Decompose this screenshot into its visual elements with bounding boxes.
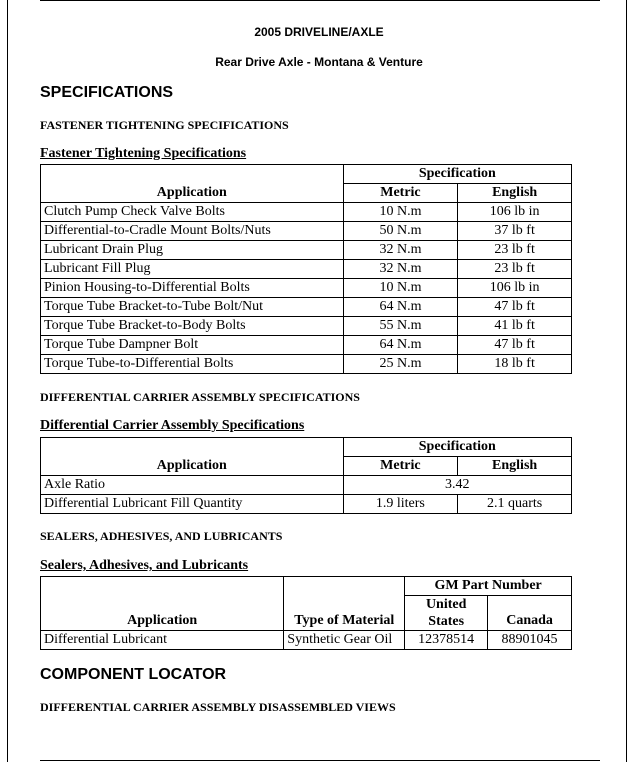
column-header-metric: Metric <box>343 457 458 476</box>
document-subtitle: Rear Drive Axle - Montana & Venture <box>215 55 423 69</box>
table-row <box>41 355 572 374</box>
cell-metric: 32 N.m <box>343 241 458 260</box>
differential-table-caption: Differential Carrier Assembly Specifications <box>40 418 305 433</box>
table-row <box>41 298 572 317</box>
cell-metric: 32 N.m <box>343 260 458 279</box>
table-row <box>41 317 572 336</box>
cell-metric: 64 N.m <box>343 298 458 317</box>
cell-application: Lubricant Drain Plug <box>41 241 344 260</box>
column-header-gm-part-number: GM Part Number <box>405 577 572 596</box>
united-states-line-1: United <box>425 597 467 612</box>
column-header-application: Application <box>41 577 284 631</box>
page-border-left <box>7 0 8 762</box>
cell-english: 23 lb ft <box>458 241 572 260</box>
column-header-english: English <box>458 184 572 203</box>
fastener-section-heading: FASTENER TIGHTENING SPECIFICATIONS <box>40 118 289 132</box>
cell-axle-ratio-value: 3.42 <box>343 476 571 495</box>
cell-metric: 10 N.m <box>343 203 458 222</box>
column-header-application: Application <box>41 165 344 203</box>
table-row <box>41 260 572 279</box>
top-rule <box>40 0 600 1</box>
table-header-row <box>41 577 572 596</box>
table-row <box>41 241 572 260</box>
table-row <box>41 476 572 495</box>
cell-metric: 50 N.m <box>343 222 458 241</box>
bottom-rule <box>40 760 600 761</box>
cell-metric: 25 N.m <box>343 355 458 374</box>
table-header-row <box>41 165 572 184</box>
specifications-heading: SPECIFICATIONS <box>40 84 174 101</box>
cell-application: Differential Lubricant Fill Quantity <box>41 495 344 514</box>
table-row <box>41 631 572 650</box>
cell-metric: 1.9 liters <box>343 495 458 514</box>
sealers-table-caption: Sealers, Adhesives, and Lubricants <box>40 558 249 573</box>
cell-english: 2.1 quarts <box>458 495 572 514</box>
column-header-united-states <box>405 596 488 631</box>
cell-english: 106 lb in <box>458 279 572 298</box>
column-header-type-of-material: Type of Material <box>284 577 405 631</box>
cell-english: 37 lb ft <box>458 222 572 241</box>
table-header-row <box>41 438 572 457</box>
table-row <box>41 495 572 514</box>
component-locator-heading: COMPONENT LOCATOR <box>40 666 227 683</box>
cell-application: Torque Tube-to-Differential Bolts <box>41 355 344 374</box>
disassembled-views-heading: DIFFERENTIAL CARRIER ASSEMBLY DISASSEMBLED VIEWS <box>40 700 396 714</box>
cell-english: 18 lb ft <box>458 355 572 374</box>
column-header-application: Application <box>41 438 344 476</box>
document-title: 2005 DRIVELINE/AXLE <box>254 25 384 39</box>
table-row <box>41 222 572 241</box>
cell-application: Differential-to-Cradle Mount Bolts/Nuts <box>41 222 344 241</box>
cell-application: Clutch Pump Check Valve Bolts <box>41 203 344 222</box>
differential-table <box>40 437 572 514</box>
table-row <box>41 203 572 222</box>
cell-united-states: 12378514 <box>405 631 488 650</box>
cell-metric: 64 N.m <box>343 336 458 355</box>
cell-english: 41 lb ft <box>458 317 572 336</box>
cell-application: Torque Tube Dampner Bolt <box>41 336 344 355</box>
united-states-line-2: States <box>428 614 465 629</box>
cell-application: Torque Tube Bracket-to-Tube Bolt/Nut <box>41 298 344 317</box>
cell-english: 47 lb ft <box>458 298 572 317</box>
cell-english: 106 lb in <box>458 203 572 222</box>
column-header-specification: Specification <box>343 165 571 184</box>
cell-application: Axle Ratio <box>41 476 344 495</box>
column-header-specification: Specification <box>343 438 571 457</box>
cell-metric: 10 N.m <box>343 279 458 298</box>
cell-application: Pinion Housing-to-Differential Bolts <box>41 279 344 298</box>
table-row <box>41 336 572 355</box>
differential-section-heading: DIFFERENTIAL CARRIER ASSEMBLY SPECIFICATIONS <box>40 390 360 404</box>
column-header-english: English <box>458 457 572 476</box>
sealers-table <box>40 576 572 650</box>
cell-type-of-material: Synthetic Gear Oil <box>284 631 405 650</box>
column-header-metric: Metric <box>343 184 458 203</box>
column-header-canada: Canada <box>488 596 572 631</box>
cell-canada: 88901045 <box>488 631 572 650</box>
cell-application: Lubricant Fill Plug <box>41 260 344 279</box>
table-row <box>41 279 572 298</box>
page-border-right <box>626 0 627 762</box>
cell-metric: 55 N.m <box>343 317 458 336</box>
cell-application: Torque Tube Bracket-to-Body Bolts <box>41 317 344 336</box>
sealers-section-heading: SEALERS, ADHESIVES, AND LUBRICANTS <box>40 529 283 543</box>
cell-english: 47 lb ft <box>458 336 572 355</box>
cell-application: Differential Lubricant <box>41 631 284 650</box>
cell-english: 23 lb ft <box>458 260 572 279</box>
fastener-table <box>40 164 572 374</box>
fastener-table-caption: Fastener Tightening Specifications <box>40 146 247 161</box>
